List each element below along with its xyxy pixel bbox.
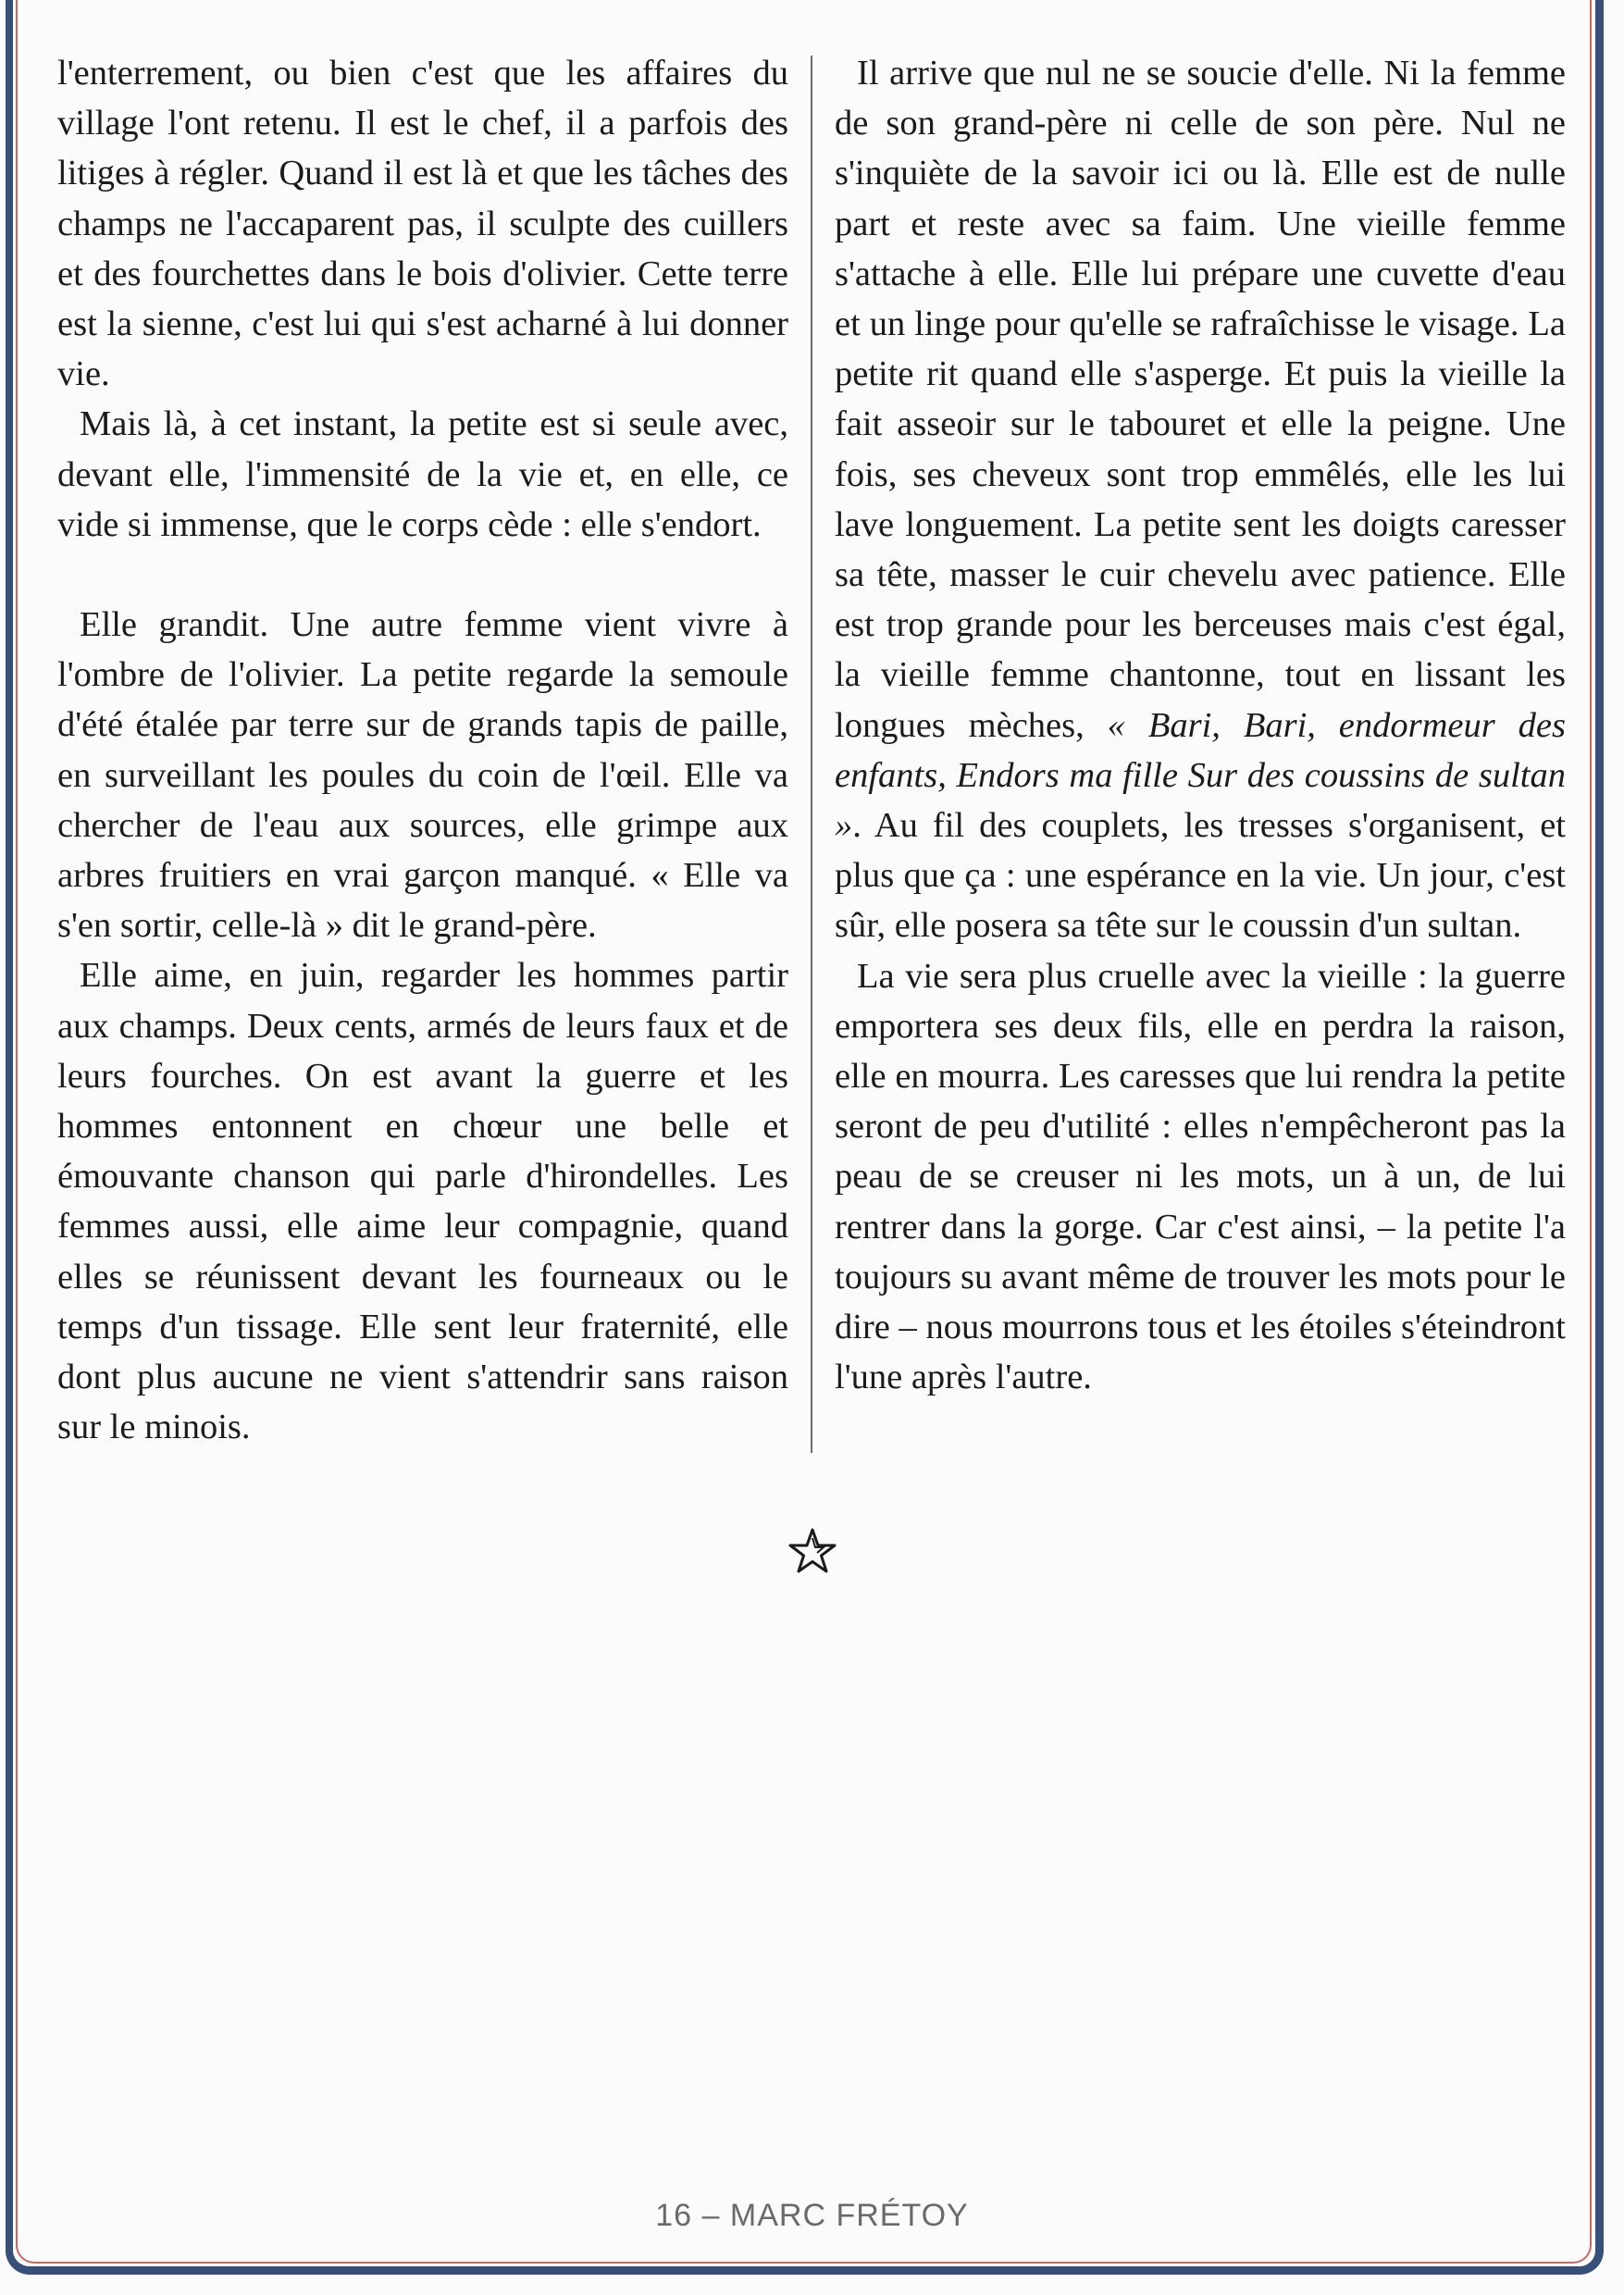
paragraph-text: . Au fil des couplets, les tresses s'organisent, et plus que ça : une espérance en la vie. Un jour, c'est sûr, elle posera sa tête sur le coussin d'un sultan. [835,806,1566,946]
song-quote: « Bari, Bari, endormeur des enfants, Endors ma fille Sur des coussins de sultan » [835,705,1566,846]
paragraph: La vie sera plus cruelle avec la vieille : la guerre emportera ses deux fils, elle en perdra la raison, elle en mourra. Les caresses que lui rendra la petite seront de peu d'utilité : elles n'empêcheront pas la peau de se creuser ni les mots, un à un, de lui rentrer dans la gorge. Car c'est ainsi, – la petite l'a toujours su avant même de trouver les mots pour le dire – nous mourrons tous et les étoiles s'éteindront l'une après l'autre. [835,956,1566,1397]
page-footer: 16 – MARC FRÉTOY [655,2198,969,2233]
left-text-column [57,48,788,1452]
column-divider [811,56,812,1453]
right-text-column [835,48,1566,1402]
paragraph: Elle grandit. Une autre femme vient vivre à l'ombre de l'olivier. La petite regarde la semoule d'été étalée par terre sur de grands tapis de paille, en surveillant les poules du coin de l'œil. Elle va chercher de l'eau aux sources, elle grimpe aux arbres fruitiers en vrai garçon manqué. « Elle va s'en sortir, celle-là » dit le grand-père. [57,605,788,946]
paragraph-text: Il arrive que nul ne se soucie d'elle. Ni la femme de son grand-père ni celle de son père. Nul ne s'inquiète de la savoir ici ou là. Elle est de nulle part et reste avec sa faim. Une vieille femme s'attache à elle. Elle lui prépare une cuvette d'eau et un linge pour qu'elle se rafraîchisse le visage. La petite rit quand elle s'asperge. Et puis la vieille la fait asseoir sur le tabouret et elle la peigne. Une fois, ses cheveux sont trop emmêlés, elle les lui lave longuement. La petite sent les doigts caresser sa tête, masser le cuir chevelu avec patience. Elle est trop grande pour les berceuses mais c'est égal, la vieille femme chantonne, tout en lissant les longues mèches, [835,54,1566,745]
star-outline-icon [788,1527,837,1575]
paragraph [835,48,1566,951]
paragraph: Elle aime, en juin, regarder les hommes partir aux champs. Deux cents, armés de leurs faux et de leurs fourches. On est avant la guerre et les hommes entonnent en chœur une belle et émouvante chanson qui parle d'hirondelles. Les femmes aussi, elle aime leur compagnie, quand elles se réunissent devant les fourneaux ou le temps d'un tissage. Elle sent leur fraternité, elle dont plus aucune ne vient s'attendrir sans raison sur le minois. [57,956,788,1447]
paragraph: l'enterrement, ou bien c'est que les affaires du village l'ont retenu. Il est le chef, il a parfois des litiges à régler. Quand il est là et que les tâches des champs ne l'accaparent pas, il sculpte des cuillers et des fourchettes dans le bois d'olivier. Cette terre est la sienne, c'est lui qui s'est acharné à lui donner vie. [57,54,788,394]
paragraph: Mais là, à cet instant, la petite est si seule avec, devant elle, l'immensité de la vie et, en elle, ce vide si immense, que le corps cède : elle s'endort. [57,404,788,544]
